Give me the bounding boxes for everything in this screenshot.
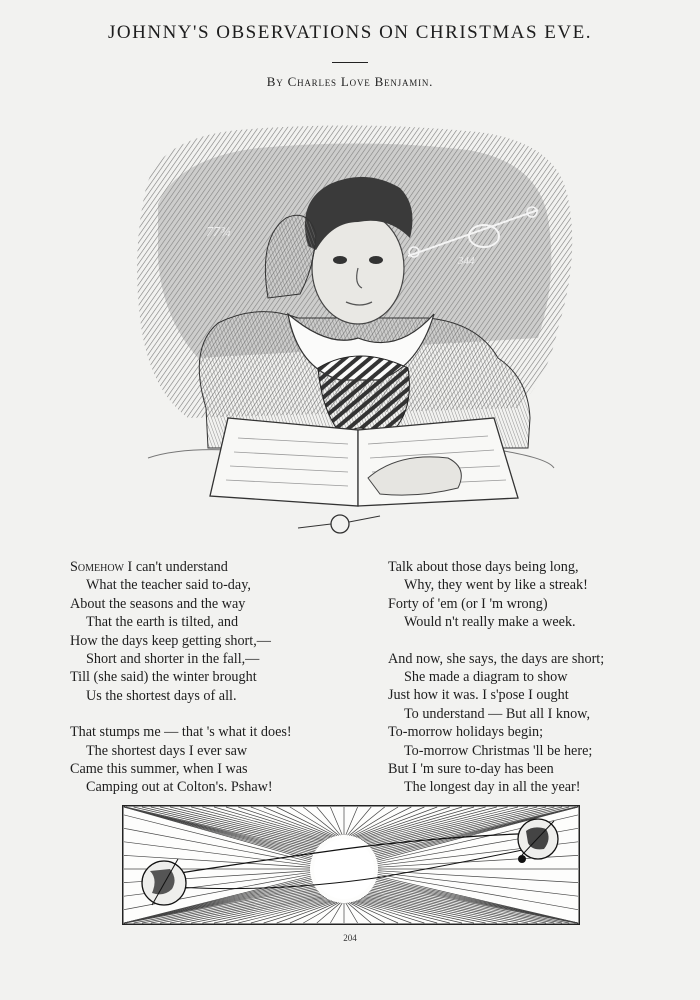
chalk-number-1: 77¾ (206, 225, 231, 240)
poem-line: Till (she said) the winter brought (70, 669, 257, 686)
byline-author: Charles Love Benjamin. (287, 74, 434, 89)
stanza-2 (70, 723, 292, 797)
poem-line: How the days keep getting short,— (70, 632, 271, 649)
spectacles-icon (298, 515, 380, 533)
poem-line: Talk about those days being long, (388, 559, 579, 575)
poem-line: That the earth is tilted, and (86, 614, 239, 631)
poem-line-text: I can't understand (127, 559, 228, 575)
poem-line: Just how it was. I s'pose I ought (388, 687, 569, 704)
stanza-1 (70, 558, 292, 705)
poem-line: Came this summer, when I was (70, 761, 248, 778)
poem-line: That stumps me — that 's what it does! (70, 724, 292, 741)
open-book-icon (210, 418, 518, 506)
moon-icon (518, 855, 526, 863)
page-title: JOHNNY'S OBSERVATIONS ON CHRISTMAS EVE. (108, 22, 592, 43)
sun-icon (314, 839, 374, 899)
page-number: 204 (343, 933, 357, 943)
chalk-number-2: 344 (458, 255, 475, 267)
sun-earth-orbit-diagram (122, 805, 580, 925)
poem-line: And now, she says, the days are short; (388, 650, 605, 667)
poem-line (70, 558, 292, 576)
poem-line: What the teacher said to-day, (86, 577, 251, 594)
stanza-3 (388, 558, 604, 632)
poem-line: To-morrow Christmas 'll be here; (404, 742, 593, 759)
poem-left-column (70, 558, 292, 815)
stanza-4 (388, 650, 604, 797)
byline (0, 74, 700, 90)
poem-line: The shortest days I ever saw (86, 742, 248, 759)
poem-line: About the seasons and the way (70, 595, 246, 612)
poem-line: Would n't really make a week. (404, 614, 576, 631)
earth-right-icon (518, 819, 558, 859)
boy-illustration (118, 118, 582, 550)
byline-prefix: By (266, 74, 284, 89)
first-word: Somehow (70, 559, 124, 575)
poem-line: Why, they went by like a streak! (404, 577, 588, 594)
poem-right-column (388, 558, 604, 815)
poem-line: To-morrow holidays begin; (388, 724, 544, 741)
poem-line: The longest day in all the year! (404, 779, 581, 796)
poem-line: Forty of 'em (or I 'm wrong) (388, 595, 548, 612)
poem-line: Short and shorter in the fall,— (86, 651, 260, 668)
title-rule (332, 62, 368, 63)
poem-line: But I 'm sure to-day has been (388, 761, 554, 778)
poem-line: Camping out at Colton's. Pshaw! (86, 779, 273, 796)
poem-line: To understand — But all I know, (404, 705, 591, 722)
poem-line: She made a diagram to show (404, 669, 568, 686)
poem-line: Us the shortest days of all. (86, 687, 237, 704)
